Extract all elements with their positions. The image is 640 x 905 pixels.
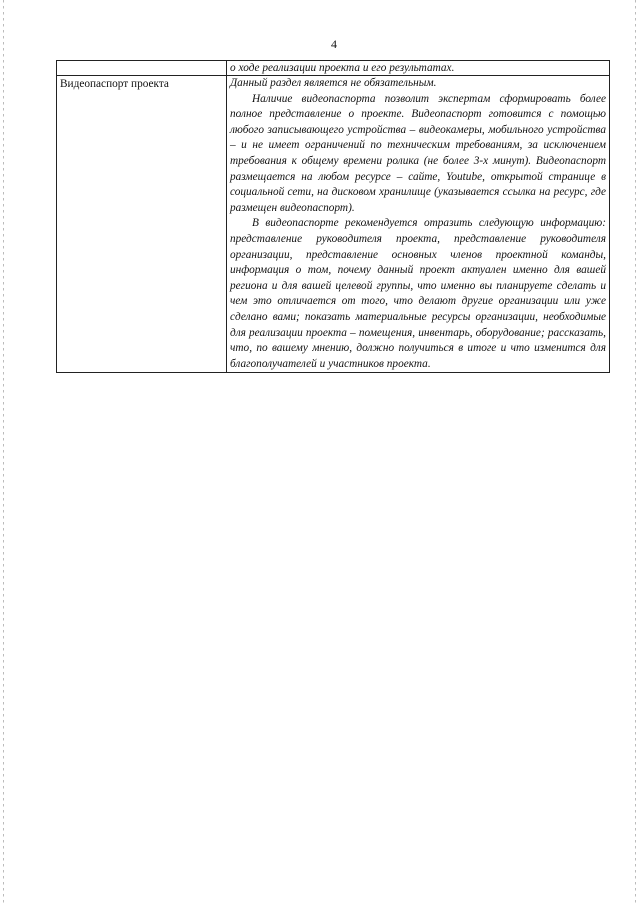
paragraph-optional-note: Данный раздел является не обязательным. (230, 77, 437, 89)
requirements-table (56, 60, 610, 373)
row-content (227, 61, 610, 76)
row-label-videopassport: Видеопаспорт проекта (57, 76, 227, 373)
row-content-videopassport (227, 76, 610, 373)
scan-edge-left (3, 0, 4, 905)
page-number: 4 (331, 37, 337, 51)
paragraph-recommendations: В видеопаспорте рекомендуется отразить следующую информацию: представление руководителя проекта, представление руководителя организации, представление основных членов проектной команды, информация о том, почему данный проект актуален именно для вашей региона и для вашей целевой группы, что именно вы планируете сделать и чем это отличается от того, что делают другие организации или уже сделано вами; показать материальные ресурсы организации, необходимые для реализации проекта – помещения, инвентарь, оборудование; рассказать, что, по вашему мнению, должно получиться в итоге и что изменится для благополучателей и участников проекта. (230, 217, 606, 370)
paragraph-description: Наличие видеопаспорта позволит экспертам сформировать более полное представление о проекте. Видеопаспорт готовится с помощью любого записывающего устройства – видеокамеры, мобильного устройства – и не имеет ограничений по техническим требованиям, за исключением требования к общему времени ролика (не более 3-х минут). Видеопаспорт размещается на любом ресурсе – сайте, Youtube, открытой странице в социальной сети, на дисковом хранилище (указывается ссылка на ресурс, где размещен видеопаспорт). (230, 92, 606, 214)
row-label (57, 61, 227, 76)
table-row (57, 61, 610, 76)
scan-edge-right (635, 0, 636, 905)
table-row (57, 76, 610, 373)
continued-paragraph: о ходе реализации проекта и его результатах. (230, 62, 455, 74)
